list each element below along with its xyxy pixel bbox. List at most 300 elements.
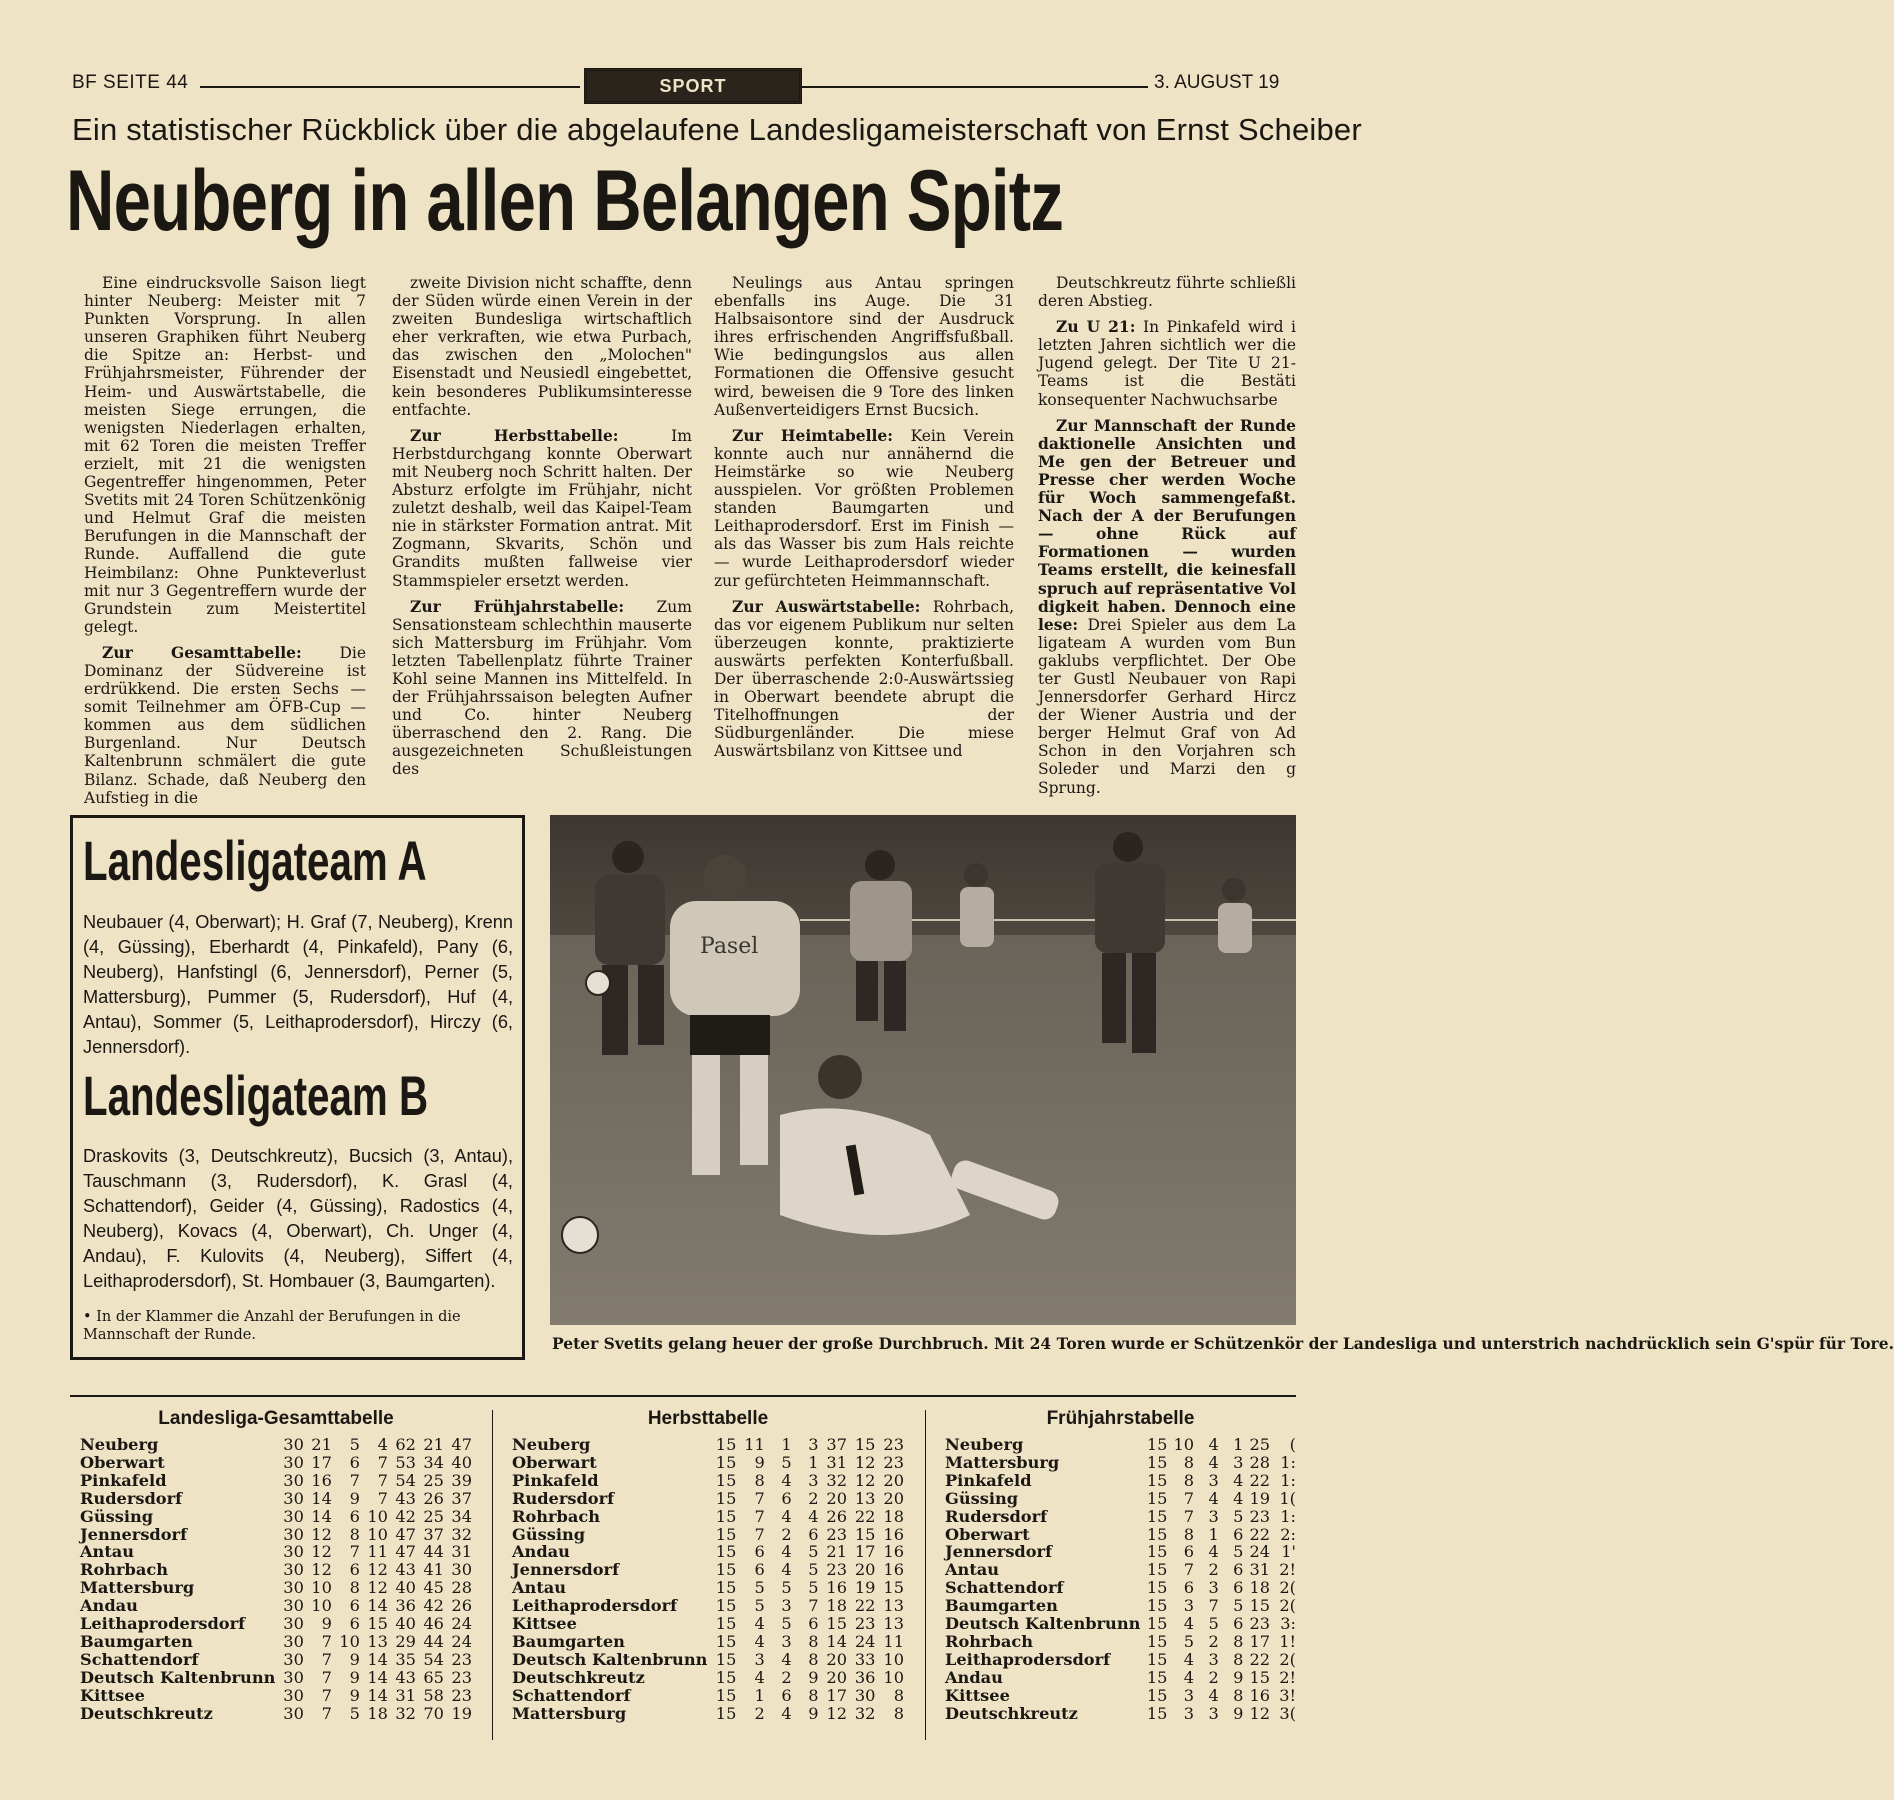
- team-name: Andau: [80, 1596, 138, 1616]
- table-row: [945, 1633, 1296, 1651]
- table-row: [945, 1597, 1296, 1615]
- stat-cell: 16: [1249, 1685, 1271, 1705]
- stat-cell: 5: [781, 1614, 792, 1634]
- stat-cell: 46: [423, 1614, 444, 1634]
- stat-cell: 7: [321, 1631, 332, 1651]
- stat-cell: 2(: [1279, 1649, 1296, 1669]
- stat-cell: 8: [1233, 1649, 1244, 1669]
- stat-cell: 1: [754, 1685, 765, 1705]
- stat-cell: 12: [311, 1542, 332, 1562]
- stat-cell: 35: [395, 1649, 416, 1669]
- stat-cell: 24: [1249, 1542, 1271, 1562]
- stat-cell: 15: [1146, 1631, 1168, 1651]
- stat-cell: 4: [781, 1470, 792, 1490]
- table-herbst: [512, 1408, 904, 1723]
- match-photo: [550, 815, 1296, 1325]
- table-row: [512, 1705, 904, 1723]
- stat-cell: 37: [826, 1435, 847, 1454]
- team-name: Neuberg: [945, 1435, 1024, 1454]
- paragraph: zweite Division nicht schaffte, denn der Süden würde einen Verein in der zweiten Bundesliga wirtschaftlich eher verkraften, wie etwa Purbach, das zwischen den „Molochen" Eisenstadt und Neusiedl eingebettet, kein besonderes Publikumsinteresse entfachte.: [392, 274, 692, 419]
- stat-cell: 10: [367, 1506, 388, 1526]
- stat-cell: 3: [808, 1435, 819, 1454]
- stat-cell: 15: [715, 1560, 737, 1580]
- table-row: [80, 1651, 472, 1669]
- stat-cell: 36: [854, 1667, 876, 1687]
- team-name: Rohrbach: [80, 1560, 168, 1580]
- stat-cell: 15: [715, 1685, 737, 1705]
- stat-cell: 6: [754, 1560, 765, 1580]
- stat-cell: 8: [1183, 1470, 1195, 1490]
- stat-cell: 3: [1183, 1596, 1195, 1616]
- team-b-title: Landesligateam B: [83, 1064, 429, 1127]
- team-name: Güssing: [945, 1488, 1019, 1508]
- stat-cell: 12: [1249, 1703, 1271, 1723]
- team-name: Kittsee: [512, 1614, 577, 1634]
- stat-cell: 20: [883, 1470, 904, 1490]
- stat-cell: 17: [311, 1452, 332, 1472]
- stat-cell: 15: [715, 1596, 737, 1616]
- paragraph: Zur Heimtabelle: Kein Verein konnte auch nur annähernd die Heimstärke so wie Neuberg ausspielen. Vor größten Problemen standen Baumgarten und Leithaprodersdorf. Erst im Finish — als das Wasser bis zum Hals reichte — wurde Leithaprodersdorf wieder zur gefürchteten Heimmannschaft.: [714, 425, 1014, 590]
- stat-cell: 6: [349, 1560, 360, 1580]
- stat-cell: 3!: [1279, 1685, 1296, 1705]
- stat-cell: 8: [893, 1703, 904, 1723]
- ball: [562, 1217, 598, 1253]
- stat-cell: 3: [1183, 1703, 1195, 1723]
- stat-cell: 54: [395, 1470, 416, 1490]
- table-row: [80, 1705, 472, 1723]
- stat-cell: 32: [395, 1703, 416, 1723]
- stat-cell: 3: [1208, 1649, 1219, 1669]
- table-row: [80, 1543, 472, 1561]
- table-row: [512, 1472, 904, 1490]
- stat-cell: 15: [715, 1524, 737, 1544]
- stat-cell: 14: [367, 1667, 388, 1687]
- team-name: Pinkafeld: [512, 1470, 599, 1490]
- team-name: Schattendorf: [80, 1649, 199, 1669]
- stat-cell: 47: [451, 1435, 472, 1454]
- stat-cell: 14: [367, 1685, 388, 1705]
- table-title: Frühjahrstabelle: [1046, 1408, 1195, 1429]
- stat-cell: 8: [1233, 1685, 1244, 1705]
- standings-table: [80, 1436, 472, 1723]
- team-name: Schattendorf: [945, 1578, 1064, 1598]
- stat-cell: 14: [311, 1506, 332, 1526]
- stat-cell: 30: [283, 1596, 304, 1616]
- stat-cell: 5: [349, 1435, 360, 1454]
- standings-table: [512, 1436, 904, 1723]
- table-row: [512, 1669, 904, 1687]
- paragraph-lead: Zur Heimtabelle:: [732, 425, 893, 445]
- table-row: [80, 1436, 472, 1454]
- stat-cell: 8: [1233, 1631, 1244, 1651]
- column-divider: [492, 1410, 493, 1740]
- stat-cell: 8: [1183, 1524, 1195, 1544]
- stat-cell: 13: [367, 1631, 388, 1651]
- stat-cell: 33: [854, 1649, 876, 1669]
- stat-cell: 37: [451, 1488, 472, 1508]
- stat-cell: 22: [1249, 1524, 1271, 1544]
- stat-cell: 4: [1183, 1614, 1195, 1634]
- stat-cell: 7: [321, 1667, 332, 1687]
- stat-cell: 30: [854, 1685, 876, 1705]
- table-row: [80, 1597, 472, 1615]
- article-column-4: [1038, 274, 1296, 805]
- paragraph-lead: Zur Mannschaft der Runde daktionelle Ansichten und Me gen der Betreuer und Presse cher werden Woche für Woch sammengefaßt. Nach der A der Berufungen — ohne Rück auf Formationen — wurden Teams erstellt, die keinesfall spruch auf repräsentative Vol digkeit haben. Dennoch eine lese:: [1038, 415, 1296, 634]
- stat-cell: 15: [1146, 1452, 1168, 1472]
- stat-cell: 30: [283, 1470, 304, 1490]
- stat-cell: 6: [1233, 1578, 1244, 1598]
- stat-cell: 31: [826, 1452, 847, 1472]
- table-row: [512, 1526, 904, 1544]
- stat-cell: 6: [349, 1506, 360, 1526]
- table-row: [80, 1615, 472, 1633]
- stat-cell: 8: [754, 1470, 765, 1490]
- stat-cell: 39: [451, 1470, 472, 1490]
- shirt-sponsor: Pasel: [700, 934, 759, 959]
- stat-cell: 47: [395, 1524, 416, 1544]
- stat-cell: 15: [715, 1649, 737, 1669]
- stat-cell: 16: [311, 1470, 332, 1490]
- team-name: Rohrbach: [945, 1631, 1033, 1651]
- stat-cell: 4: [781, 1703, 792, 1723]
- stat-cell: 10: [311, 1596, 332, 1616]
- stat-cell: 9: [349, 1667, 360, 1687]
- stat-cell: 28: [451, 1578, 472, 1598]
- stat-cell: 13: [854, 1488, 876, 1508]
- stat-cell: 2: [781, 1667, 792, 1687]
- stat-cell: 5: [1233, 1596, 1244, 1616]
- stat-cell: 3: [1208, 1506, 1219, 1526]
- stat-cell: 6: [754, 1542, 765, 1562]
- team-name: Oberwart: [945, 1524, 1030, 1544]
- table-row: [80, 1561, 472, 1579]
- stat-cell: 7: [321, 1649, 332, 1669]
- stat-cell: 6: [808, 1524, 819, 1544]
- table-row: [80, 1490, 472, 1508]
- stat-cell: 15: [1249, 1667, 1271, 1687]
- stat-cell: 30: [283, 1435, 304, 1454]
- stat-cell: 6: [349, 1596, 360, 1616]
- table-row: [945, 1543, 1296, 1561]
- stat-cell: 4: [1208, 1452, 1219, 1472]
- stat-cell: 9: [349, 1649, 360, 1669]
- stat-cell: 30: [283, 1560, 304, 1580]
- column-divider: [925, 1410, 926, 1740]
- paragraph: Zur Herbsttabelle: Im Herbstdurchgang konnte Oberwart mit Neuberg noch Schritt halten. Der Absturz erfolgte im Frühjahr, nicht zuletzt deshalb, weil das Kaipel-Team nie in stärkster Formation antrat. Mit Zogmann, Skvarits, Schön und Grandits mußten fallweise vier Stammspieler ersetzt werden.: [392, 425, 692, 590]
- stat-cell: 1: [781, 1435, 792, 1454]
- stat-cell: 14: [311, 1488, 332, 1508]
- stat-cell: 8: [808, 1649, 819, 1669]
- stat-cell: 7: [377, 1470, 388, 1490]
- stat-cell: 15: [854, 1435, 876, 1454]
- stat-cell: 15: [715, 1506, 737, 1526]
- stat-cell: 9: [349, 1488, 360, 1508]
- stat-cell: 20: [883, 1488, 904, 1508]
- stat-cell: 40: [395, 1614, 416, 1634]
- team-name: Rudersdorf: [80, 1488, 183, 1508]
- stat-cell: 44: [423, 1631, 444, 1651]
- table-row: [80, 1633, 472, 1651]
- stat-cell: 1:: [1280, 1452, 1296, 1472]
- stat-cell: 40: [451, 1452, 472, 1472]
- stat-cell: 4: [781, 1542, 792, 1562]
- stat-cell: 6: [1183, 1542, 1195, 1562]
- table-row: [80, 1526, 472, 1544]
- table-row: [512, 1687, 904, 1705]
- team-name: Neuberg: [512, 1435, 591, 1454]
- stat-cell: 11: [367, 1542, 388, 1562]
- stat-cell: 12: [367, 1560, 388, 1580]
- stat-cell: 15: [1146, 1667, 1168, 1687]
- stat-cell: 30: [283, 1506, 304, 1526]
- article-column-2: [392, 274, 692, 787]
- stat-cell: 4: [1183, 1667, 1195, 1687]
- team-name: Güssing: [512, 1524, 586, 1544]
- table-row: [80, 1579, 472, 1597]
- stat-cell: 3: [808, 1470, 819, 1490]
- team-name: Deutsch Kaltenbrunn: [512, 1649, 708, 1669]
- stat-cell: 30: [283, 1578, 304, 1598]
- stat-cell: 44: [423, 1542, 444, 1562]
- stat-cell: 15: [1146, 1542, 1168, 1562]
- stat-cell: 23: [826, 1560, 847, 1580]
- stat-cell: 15: [1146, 1578, 1168, 1598]
- paragraph: Zu U 21: In Pinkafeld wird i letzten Jahren sichtlich wer die Jugend gelegt. Der Tite U 21-Teams ist die Bestäti konsequenter Nachwuchsarbe: [1038, 317, 1296, 409]
- stat-cell: 7: [321, 1685, 332, 1705]
- stat-cell: 32: [451, 1524, 472, 1544]
- stat-cell: 43: [395, 1560, 416, 1580]
- table-row: [512, 1490, 904, 1508]
- stat-cell: 42: [423, 1596, 444, 1616]
- stat-cell: 12: [854, 1452, 876, 1472]
- stat-cell: 3: [1208, 1703, 1219, 1723]
- stat-cell: 41: [423, 1560, 444, 1580]
- stat-cell: 8: [349, 1578, 360, 1598]
- stat-cell: 15: [854, 1524, 876, 1544]
- paragraph: Zur Frühjahrstabelle: Zum Sensationsteam schlechthin mauserte sich Mattersburg im Frühjahr. Vom letzten Tabellenplatz führte Trainer Kohl seine Mannen ins Mittelfeld. In der Frühjahrssaison belegten Aufner und Co. hinter Neuberg überraschend den 2. Rang. Die ausgezeichneten Schußleistungen des: [392, 596, 692, 779]
- stat-cell: 23: [1249, 1614, 1271, 1634]
- team-name: Rudersdorf: [945, 1506, 1048, 1526]
- stat-cell: 23: [854, 1614, 876, 1634]
- team-box: [70, 815, 525, 1360]
- team-a-list: Neubauer (4, Oberwart); H. Graf (7, Neuberg), Krenn (4, Güssing), Eberhardt (4, Pinkafeld), Pany (6, Neuberg), Hanfstingl (6, Jennersdorf), Perner (5, Mattersburg), Pummer (5, Rudersdorf), Huf (4, Antau), Sommer (5, Leithaprodersdorf), Hirczy (6, Jennersdorf).: [83, 912, 513, 1057]
- team-name: Mattersburg: [945, 1452, 1060, 1472]
- stat-cell: 7: [1183, 1560, 1195, 1580]
- stat-cell: 43: [395, 1667, 416, 1687]
- stat-cell: 26: [423, 1488, 444, 1508]
- stat-cell: 7: [321, 1703, 332, 1723]
- table-row: [945, 1526, 1296, 1544]
- team-name: Leithaprodersdorf: [80, 1614, 246, 1634]
- table-row: [512, 1633, 904, 1651]
- stat-cell: 16: [826, 1578, 847, 1598]
- stat-cell: 3: [1183, 1685, 1195, 1705]
- stat-cell: 3:: [1280, 1614, 1296, 1634]
- team-name: Rudersdorf: [512, 1488, 615, 1508]
- stat-cell: 6: [1233, 1560, 1244, 1580]
- stat-cell: 23: [451, 1649, 472, 1669]
- stat-cell: 9: [808, 1667, 819, 1687]
- stat-cell: 21: [826, 1542, 847, 1562]
- paragraph-lead: Zur Gesamttabelle:: [102, 642, 302, 662]
- table-row: [945, 1508, 1296, 1526]
- stat-cell: 19: [854, 1578, 876, 1598]
- paragraph-lead: Zur Frühjahrstabelle:: [410, 596, 625, 616]
- stat-cell: 47: [395, 1542, 416, 1562]
- team-name: Kittsee: [945, 1685, 1010, 1705]
- team-name: Deutsch Kaltenbrunn: [945, 1614, 1141, 1634]
- ball-distant: [586, 971, 610, 995]
- stat-cell: 10: [883, 1649, 904, 1669]
- stat-cell: 2!: [1279, 1560, 1296, 1580]
- stat-cell: 29: [395, 1631, 416, 1651]
- table-row: [945, 1579, 1296, 1597]
- page-label: BF SEITE 44: [72, 72, 189, 93]
- stat-cell: 12: [311, 1560, 332, 1580]
- stat-cell: 37: [423, 1524, 444, 1544]
- stat-cell: 7: [754, 1524, 765, 1544]
- stat-cell: 20: [854, 1560, 876, 1580]
- stat-cell: 9: [349, 1685, 360, 1705]
- match-photo-illustration: [550, 815, 1296, 1325]
- stat-cell: 6: [1233, 1614, 1244, 1634]
- stat-cell: 31: [395, 1685, 416, 1705]
- stat-cell: 15: [715, 1703, 737, 1723]
- stat-cell: 32: [854, 1703, 876, 1723]
- stat-cell: 54: [423, 1649, 444, 1669]
- team-name: Baumgarten: [80, 1631, 193, 1651]
- paragraph-lead: Zur Auswärtstabelle:: [732, 596, 921, 616]
- table-row: [512, 1579, 904, 1597]
- table-row: [945, 1454, 1296, 1472]
- stat-cell: 15: [1249, 1596, 1271, 1616]
- stat-cell: 15: [1146, 1649, 1168, 1669]
- team-name: Neuberg: [80, 1435, 159, 1454]
- stat-cell: 9: [754, 1452, 765, 1472]
- stat-cell: 15: [715, 1452, 737, 1472]
- stat-cell: 6: [808, 1614, 819, 1634]
- stat-cell: 30: [283, 1703, 304, 1723]
- table-row: [512, 1436, 904, 1454]
- team-b-list: Draskovits (3, Deutschkreutz), Bucsich (3, Antau), Tauschmann (3, Rudersdorf), K. Grasl (4, Schattendorf), Geider (4, Güssing), Radostics (4, Neuberg), Kovacs (4, Oberwart), Ch. Unger (4, Andau), F. Kulovits (4, Neuberg), Siffert (4, Leithaprodersdorf), St. Hombauer (3, Baumgarten).: [83, 1146, 513, 1291]
- team-name: Mattersburg: [512, 1703, 627, 1723]
- table-row: [512, 1615, 904, 1633]
- stat-cell: 18: [826, 1596, 847, 1616]
- table-row: [80, 1508, 472, 1526]
- table-row: [945, 1615, 1296, 1633]
- stat-cell: 20: [826, 1488, 847, 1508]
- stat-cell: 24: [451, 1614, 472, 1634]
- table-row: [945, 1436, 1296, 1454]
- stat-cell: 30: [283, 1614, 304, 1634]
- stat-cell: 15: [1146, 1488, 1168, 1508]
- stat-cell: 15: [715, 1667, 737, 1687]
- stat-cell: 7: [377, 1452, 388, 1472]
- stat-cell: 5: [1208, 1614, 1219, 1634]
- stat-cell: 30: [283, 1667, 304, 1687]
- stat-cell: 6: [349, 1452, 360, 1472]
- stat-cell: 30: [283, 1685, 304, 1705]
- team-name: Deutschkreutz: [512, 1667, 645, 1687]
- stat-cell: 26: [451, 1596, 472, 1616]
- team-name: Deutschkreutz: [80, 1703, 213, 1723]
- stat-cell: 2: [1208, 1667, 1219, 1687]
- table-fruehjahr: [945, 1408, 1296, 1723]
- stat-cell: 40: [395, 1578, 416, 1598]
- stat-cell: 3: [1208, 1470, 1219, 1490]
- stat-cell: 9: [321, 1614, 332, 1634]
- stat-cell: 19: [1249, 1488, 1271, 1508]
- table-title: Herbsttabelle: [647, 1408, 769, 1429]
- stat-cell: 31: [1249, 1560, 1271, 1580]
- stat-cell: 16: [883, 1560, 904, 1580]
- stat-cell: 4: [1208, 1542, 1219, 1562]
- stat-cell: 24: [854, 1631, 876, 1651]
- stat-cell: 20: [826, 1667, 847, 1687]
- paragraph: Zur Mannschaft der Runde daktionelle Ansichten und Me gen der Betreuer und Presse cher werden Woche für Woch sammengefaßt. Nach der A der Berufungen — ohne Rück auf Formationen — wurden Teams erstellt, die keinesfall spruch auf repräsentative Vol digkeit haben. Dennoch eine lese: Drei Spieler aus dem La ligateam A wurden vom Bun gaklubs verpflichtet. Der Obe ter Gustl Neubauer von Rapi Jennersdorfer Gerhard Hircz der Wiener Austria und der berger Helmut Graf von Ad Schon in den Vorjahren sch Soleder und Marzi den g Sprung.: [1038, 415, 1296, 797]
- stat-cell: 21: [311, 1435, 332, 1454]
- stat-cell: 12: [854, 1470, 876, 1490]
- stat-cell: 2: [754, 1703, 765, 1723]
- stat-cell: 11: [744, 1435, 765, 1454]
- article-column-3: [714, 274, 1014, 768]
- team-name: Antau: [512, 1578, 567, 1598]
- stat-cell: 12: [367, 1578, 388, 1598]
- stat-cell: 11: [883, 1631, 904, 1651]
- stat-cell: 7: [377, 1488, 388, 1508]
- stat-cell: 62: [395, 1435, 416, 1454]
- stat-cell: 3: [754, 1649, 765, 1669]
- stat-cell: 15: [883, 1578, 904, 1598]
- team-name: Deutschkreutz: [945, 1703, 1078, 1723]
- stat-cell: 4: [808, 1506, 819, 1526]
- article-column-1: [84, 274, 366, 815]
- stat-cell: 34: [451, 1506, 472, 1526]
- stat-cell: 2:: [1280, 1524, 1296, 1544]
- stat-cell: 22: [1249, 1649, 1271, 1669]
- paragraph: Zur Gesamttabelle: Die Dominanz der Südvereine ist erdrükkend. Die ersten Sechs — somit Teilnehmer am ÖFB-Cup — kommen aus dem südlichen Burgenland. Nur Deutsch Kaltenbrunn schmälert die gute Bilanz. Schade, daß Neuberg den Aufstieg in die: [84, 642, 367, 807]
- stat-cell: 1(: [1279, 1488, 1296, 1508]
- stat-cell: 13: [883, 1596, 904, 1616]
- team-name: Jennersdorf: [512, 1560, 620, 1580]
- section-label: SPORT: [659, 76, 727, 96]
- stat-cell: 10: [1173, 1435, 1195, 1454]
- table-row: [512, 1597, 904, 1615]
- stat-cell: 5: [349, 1703, 360, 1723]
- stat-cell: 5: [781, 1578, 792, 1598]
- team-name: Baumgarten: [945, 1596, 1058, 1616]
- stat-cell: 7: [349, 1542, 360, 1562]
- stat-cell: 5: [754, 1596, 765, 1616]
- stat-cell: 15: [1146, 1470, 1168, 1490]
- paragraph: Deutschkreutz führte schließli deren Abstieg.: [1038, 274, 1296, 311]
- table-row: [945, 1705, 1296, 1723]
- stat-cell: 9: [1233, 1703, 1244, 1723]
- stat-cell: 4: [1208, 1685, 1219, 1705]
- table-row: [512, 1454, 904, 1472]
- stat-cell: 45: [423, 1578, 444, 1598]
- stat-cell: 25: [423, 1470, 444, 1490]
- table-title: Landesliga-Gesamttabelle: [158, 1408, 394, 1429]
- stat-cell: 7: [1183, 1506, 1195, 1526]
- stat-cell: 2: [1208, 1631, 1219, 1651]
- stat-cell: 42: [395, 1506, 416, 1526]
- stat-cell: 23: [883, 1452, 904, 1472]
- stat-cell: 15: [1146, 1596, 1168, 1616]
- stat-cell: 4: [377, 1435, 388, 1454]
- stat-cell: 15: [1146, 1560, 1168, 1580]
- stat-cell: 23: [826, 1524, 847, 1544]
